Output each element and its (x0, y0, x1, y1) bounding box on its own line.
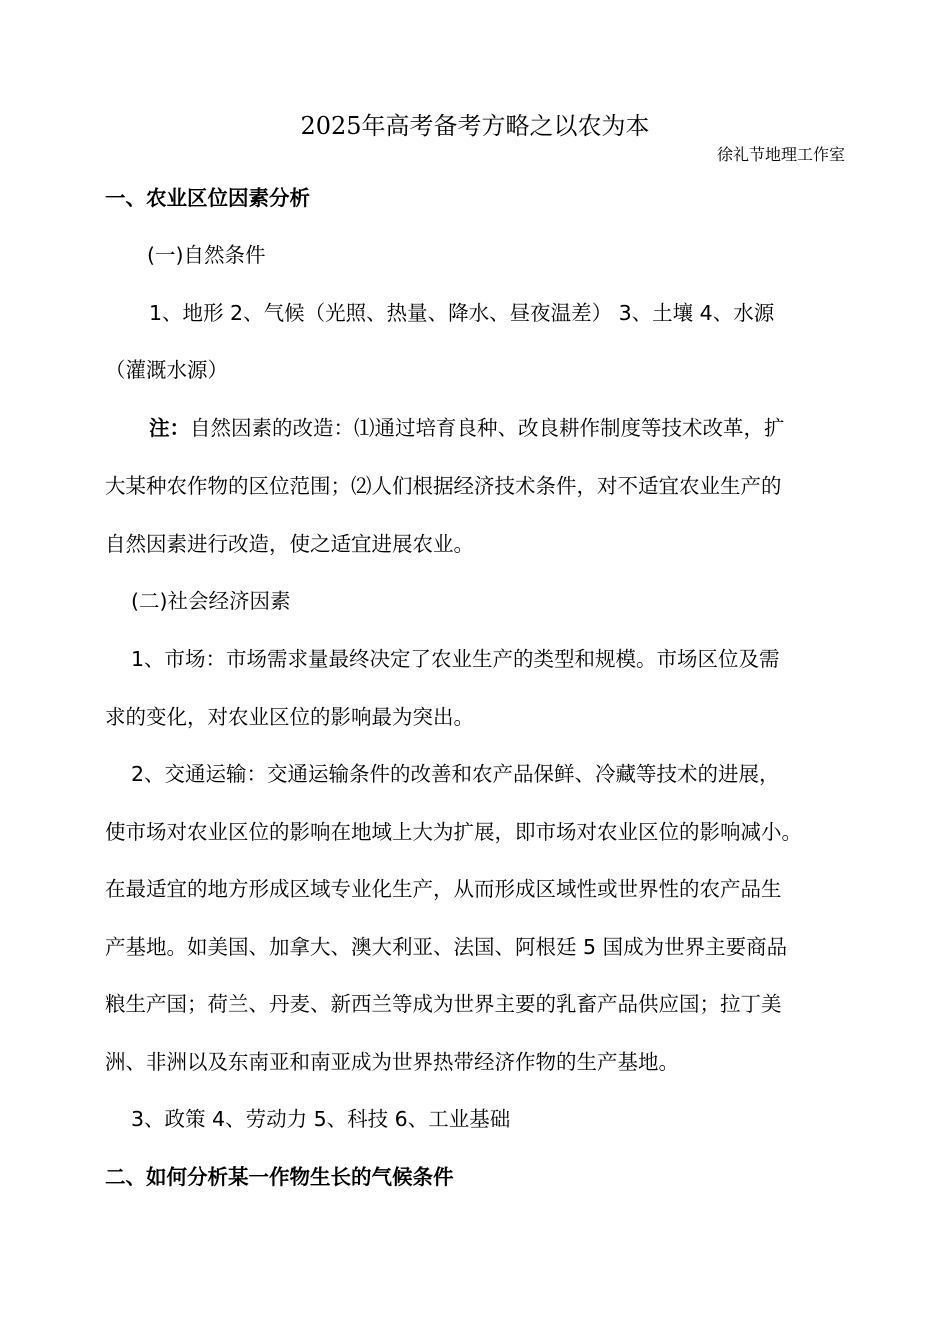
natural-factors-line-1: 1、地形 2、气候（光照、热量、降水、昼夜温差） 3、土壤 4、水源 (149, 301, 775, 325)
natural-conditions-heading: (一)自然条件 (147, 243, 266, 267)
transport-line-3: 在最适宜的地方形成区域专业化生产，从而形成区域性或世界性的农产品生 (105, 877, 782, 901)
note-line-2: 大某种农作物的区位范围；⑵人们根据经济技术条件，对不适宜农业生产的 (105, 474, 782, 498)
transport-line-4: 产基地。如美国、加拿大、澳大利亚、法国、阿根廷 5 国成为世界主要商品 (105, 935, 788, 959)
transport-line-1: 2、交通运输：交通运输条件的改善和农产品保鲜、冷藏等技术的进展， (131, 762, 780, 786)
transport-line-5: 粮生产国；荷兰、丹麦、新西兰等成为世界主要的乳畜产品供应国；拉丁美 (105, 992, 782, 1016)
note-text-1: 自然因素的改造：⑴通过培育良种、改良耕作制度等技术改革，扩 (190, 416, 785, 440)
market-line-1: 1、市场：市场需求量最终决定了农业生产的类型和规模。市场区位及需 (131, 647, 780, 671)
document-title: 2025年高考备考方略之以农为本 (300, 112, 650, 140)
market-line-2: 求的变化，对农业区位的影响最为突出。 (105, 705, 474, 729)
note-label: 注： (149, 416, 190, 440)
author-label: 徐礼节地理工作室 (716, 145, 845, 164)
social-economic-heading: (二)社会经济因素 (131, 589, 291, 613)
section2-heading: 二、如何分析某一作物生长的气候条件 (105, 1165, 454, 1189)
transport-line-2: 使市场对农业区位的影响在地域上大为扩展，即市场对农业区位的影响减小。 (105, 820, 802, 844)
note-line-3: 自然因素进行改造，使之适宜进展农业。 (105, 532, 474, 556)
note-line-1 (149, 414, 785, 442)
transport-line-6: 洲、非洲以及东南亚和南亚成为世界热带经济作物的生产基地。 (105, 1050, 679, 1074)
natural-factors-line-2: （灌溉水源） (105, 358, 228, 382)
other-factors-line: 3、政策 4、劳动力 5、科技 6、工业基础 (131, 1107, 511, 1131)
section1-heading: 一、农业区位因素分析 (105, 186, 310, 210)
